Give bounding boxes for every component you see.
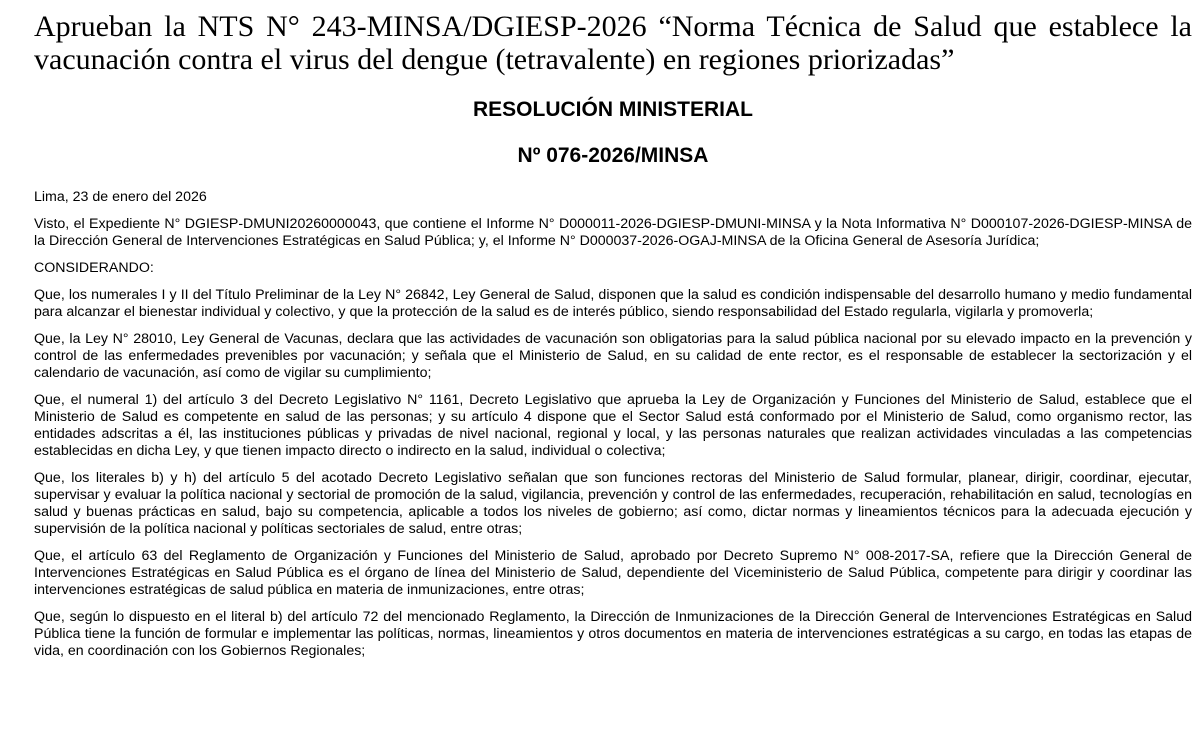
document-page [34,10,1192,660]
considerando-paragraph: Que, el numeral 1) del artículo 3 del Decreto Legislativo N° 1161, Decreto Legislativo que aprueba la Ley de Organización y Funciones del Ministerio de Salud, establece que el Ministerio de Salud es competente en salud de las personas; y su artículo 4 dispone que el Sector Salud está conformado por el Ministerio de Salud, como organismo rector, las entidades adscritas a él, las instituciones públicas y privadas de nivel nacional, regional y local, y las personas naturales que realizan actividades vinculadas a las competencias establecidas en dicha Ley, y que tienen impacto directo o indirecto en la salud, individual o colectiva; [34,392,1192,459]
considerando-heading: CONSIDERANDO: [34,260,154,276]
date-line: Lima, 23 de enero del 2026 [34,189,207,205]
considerando-paragraph: Que, el artículo 63 del Reglamento de Organización y Funciones del Ministerio de Salud, aprobado por Decreto Supremo N° 008-2017-SA, refiere que la Dirección General de Intervenciones Estratégicas en Salud Pública es el órgano de línea del Ministerio de Salud, dependiente del Viceministerio de Salud Pública, competente para dirigir y coordinar las intervenciones estratégicas de salud pública en materia de inmunizaciones, entre otras; [34,548,1192,598]
considerando-paragraph: Que, los numerales I y II del Título Preliminar de la Ley N° 26842, Ley General de Salud, disponen que la salud es condición indispensable del desarrollo humano y medio fundamental para alcanzar el bienestar individual y colectivo, y que la protección de la salud es de interés público, siendo responsabilidad del Estado regularla, vigilarla y promoverla; [34,287,1192,320]
visto-paragraph: Visto, el Expediente N° DGIESP-DMUNI20260000043, que contiene el Informe N° D000011-2026-DGIESP-DMUNI-MINSA y la Nota Informativa N° D000107-2026-DGIESP-MINSA de la Dirección General de Intervenciones Estratégicas en Salud Pública; y, el Informe N° D000037-2026-OGAJ-MINSA de la Oficina General de Asesoría Jurídica; [34,216,1192,249]
document-title: Aprueban la NTS N° 243-MINSA/DGIESP-2026 “Norma Técnica de Salud que establece la vacunación contra el virus del dengue (tetravalente) en regiones priorizadas” [34,10,1192,76]
considerando-paragraph: Que, según lo dispuesto en el literal b) del artículo 72 del mencionado Reglamento, la Dirección de Inmunizaciones de la Dirección General de Intervenciones Estratégicas en Salud Pública tiene la función de formular e implementar las políticas, normas, lineamientos y otros documentos en materia de intervenciones estratégicas a su cargo, en todas las etapas de vida, en coordinación con los Gobiernos Regionales; [34,609,1192,659]
resolution-number: Nº 076-2026/MINSA [517,144,709,167]
considerando-paragraph: Que, la Ley N° 28010, Ley General de Vacunas, declara que las actividades de vacunación son obligatorias para la salud pública nacional por su elevado impacto en la prevención y control de las enfermedades prevenibles por vacunación; y señala que el Ministerio de Salud, en su calidad de ente rector, es el responsable de establecer la sectorización y el calendario de vacunación, así como de vigilar su cumplimiento; [34,331,1192,381]
resolution-type: RESOLUCIÓN MINISTERIAL [472,98,753,121]
considerando-paragraph: Que, los literales b) y h) del artículo 5 del acotado Decreto Legislativo señalan que son funciones rectoras del Ministerio de Salud formular, planear, dirigir, coordinar, ejecutar, supervisar y evaluar la política nacional y sectorial de promoción de la salud, vigilancia, prevención y control de las enfermedades, recuperación, rehabilitación en salud, tecnologías en salud y buenas prácticas en salud, bajo su competencia, aplicable a todos los niveles de gobierno; así como, dictar normas y lineamientos técnicos para la adecuada ejecución y supervisión de la política nacional y políticas sectoriales de salud, entre otras; [34,470,1192,537]
